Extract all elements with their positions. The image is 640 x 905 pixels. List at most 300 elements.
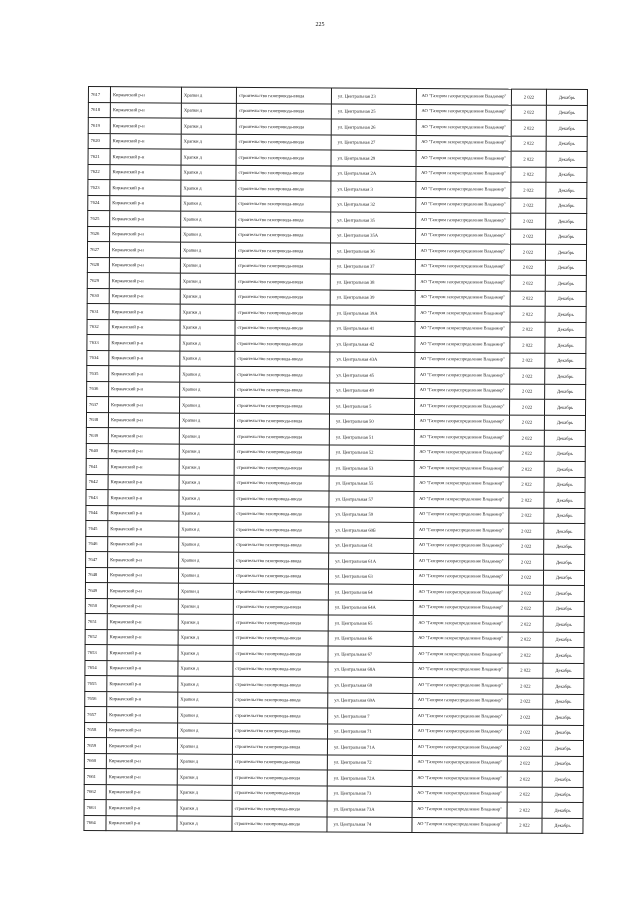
month-cell: Декабрь [544,508,585,524]
organization-cell: АО "Газпром газораспределение Владимир" [414,522,509,538]
year-cell: 2 022 [509,508,544,524]
village-cell: Храпки д [179,521,234,537]
row-number: 7647 [86,551,108,567]
village-cell: Храпки д [181,149,236,165]
year-cell: 2 022 [511,167,546,183]
month-cell: Декабрь [543,616,584,632]
district-cell: Киржачский р-н [110,195,181,211]
row-number: 7648 [85,567,107,583]
gas-connection-table [83,86,588,834]
address-cell: ул. Центральная 25 [331,103,416,119]
work-type-cell: строительство газопровода-ввода [234,413,329,429]
month-cell: Декабрь [542,787,583,803]
month-cell: Декабрь [542,802,583,818]
address-cell: ул. Центральная 68А [328,661,413,677]
address-cell: ул. Центральная 43А [330,351,415,367]
row-number: 7638 [86,412,108,428]
address-cell: ул. Центральная 29 [331,150,416,166]
address-cell: ул. Центральная 35А [331,227,416,243]
organization-cell: АО "Газпром газораспределение Владимир" [413,708,508,724]
village-cell: Храпки д [181,227,236,243]
address-cell: ул. Центральная 45 [330,367,415,383]
month-cell: Декабрь [544,430,585,446]
village-cell: Храпки д [177,816,232,832]
address-cell: ул. Центральная 26 [331,119,416,135]
work-type-cell: строительство газопровода-ввода [233,599,328,615]
organization-cell: АО "Газпром газораспределение Владимир" [414,445,509,461]
month-cell: Декабрь [546,120,587,136]
village-cell: Храпки д [178,583,233,599]
row-number: 7663 [84,799,106,815]
month-cell: Декабрь [543,694,584,710]
row-number: 7654 [85,660,107,676]
organization-cell: АО "Газпром газораспределение Владимир" [414,430,509,446]
year-cell: 2 022 [508,663,543,679]
village-cell: Храпки д [178,599,233,615]
district-cell: Киржачский р-н [107,707,178,723]
work-type-cell: строительство газопровода-ввода [235,242,330,258]
year-cell: 2 022 [508,725,543,741]
year-cell: 2 022 [511,105,546,121]
district-cell: Киржачский р-н [109,381,180,397]
village-cell: Храпки д [179,444,234,460]
village-cell: Храпки д [178,661,233,677]
year-cell: 2 022 [507,756,542,772]
year-cell: 2 022 [507,787,542,803]
address-cell: ул. Центральная 71 [328,723,413,739]
district-cell: Киржачский р-н [109,397,180,413]
month-cell: Декабрь [543,663,584,679]
organization-cell: АО "Газпром газораспределение Владимир" [416,166,511,182]
work-type-cell: строительство газопровода-ввода [236,227,331,243]
row-number: 7642 [86,474,108,490]
district-cell: Киржачский р-н [109,242,180,258]
village-cell: Храпки д [180,382,235,398]
organization-cell: АО "Газпром газораспределение Владимир" [416,228,511,244]
address-cell: ул. Центральная 3 [331,181,416,197]
address-cell: ул. Центральная 55 [329,475,414,491]
district-cell: Киржачский р-н [107,676,178,692]
year-cell: 2 022 [508,694,543,710]
row-number: 7651 [85,613,107,629]
address-cell: ул. Центральная 38 [330,274,415,290]
work-type-cell: строительство газопровода-ввода [233,707,328,723]
address-cell: ул. Центральная 36 [330,243,415,259]
village-cell: Храпки д [181,211,236,227]
organization-cell: АО "Газпром газораспределение Владимир" [412,770,507,786]
year-cell: 2 022 [508,678,543,694]
organization-cell: АО "Газпром газораспределение Владимир" [415,290,510,306]
month-cell: Декабрь [545,353,586,369]
month-cell: Декабрь [544,523,585,539]
district-cell: Киржачский р-н [107,645,178,661]
work-type-cell: строительство газопровода-ввода [235,273,330,289]
address-cell: ул. Центральная 7 [328,708,413,724]
village-cell: Храпки д [180,289,235,305]
district-cell: Киржачский р-н [110,118,181,134]
address-cell: ул. Центральная 72 [327,754,412,770]
work-type-cell: строительство газопровода-ввода [235,320,330,336]
year-cell: 2 022 [509,446,544,462]
village-cell: Храпки д [181,165,236,181]
year-cell: 2 022 [511,198,546,214]
district-cell: Киржачский р-н [110,164,181,180]
work-type-cell: строительство газопровода-ввода [234,537,329,553]
address-cell: ул. Центральная 41 [330,320,415,336]
address-cell: ул. Центральная 49 [330,382,415,398]
village-cell: Храпки д [178,568,233,584]
row-number: 7620 [88,133,110,149]
work-type-cell: строительство газопровода-ввода [232,800,327,816]
work-type-cell: строительство газопровода-ввода [236,180,331,196]
month-cell: Декабрь [546,105,587,121]
organization-cell: АО "Газпром газораспределение Владимир" [415,337,510,353]
village-cell: Храпки д [179,506,234,522]
work-type-cell: строительство газопровода-ввода [233,568,328,584]
month-cell: Декабрь [544,461,585,477]
district-cell: Киржачский р-н [109,304,180,320]
village-cell: Храпки д [180,242,235,258]
village-cell: Храпки д [177,754,232,770]
work-type-cell: строительство газопровода-ввода [232,785,327,801]
work-type-cell: строительство газопровода-ввода [232,816,327,832]
village-cell: Храпки д [181,134,236,150]
address-cell: ул. Центральная 69 [328,677,413,693]
organization-cell: АО "Газпром газораспределение Владимир" [412,801,507,817]
row-number: 7636 [87,381,109,397]
address-cell: ул. Центральная 51 [329,429,414,445]
month-cell: Декабрь [545,322,586,338]
month-cell: Декабрь [544,539,585,555]
work-type-cell: строительство газопровода-ввода [236,87,331,103]
row-number: 7657 [85,706,107,722]
work-type-cell: строительство газопровода-ввода [235,335,330,351]
address-cell: ул. Центральная 73А [327,801,412,817]
year-cell: 2 022 [509,430,544,446]
row-number: 7641 [86,458,108,474]
work-type-cell: строительство газопровода-ввода [234,521,329,537]
district-cell: Киржачский р-н [107,567,178,583]
organization-cell: АО "Газпром газораспределение Владимир" [412,739,507,755]
organization-cell: АО "Газпром газораспределение Владимир" [416,197,511,213]
row-number: 7635 [87,365,109,381]
village-cell: Храпки д [179,413,234,429]
year-cell: 2 022 [509,539,544,555]
village-cell: Храпки д [181,180,236,196]
district-cell: Киржачский р-н [107,629,178,645]
organization-cell: АО "Газпром газораспределение Владимир" [413,631,508,647]
row-number: 7627 [87,242,109,258]
district-cell: Киржачский р-н [106,753,177,769]
village-cell: Храпки д [180,397,235,413]
year-cell: 2 022 [510,368,545,384]
address-cell: ул. Центральная 2А [331,165,416,181]
village-cell: Храпки д [177,769,232,785]
year-cell: 2 022 [510,353,545,369]
year-cell: 2 022 [510,291,545,307]
organization-cell: АО "Газпром газораспределение Владимир" [413,724,508,740]
district-cell: Киржачский р-н [110,226,181,242]
district-cell: Киржачский р-н [110,149,181,165]
district-cell: Киржачский р-н [107,614,178,630]
district-cell: Киржачский р-н [110,133,181,149]
work-type-cell: строительство газопровода-ввода [233,676,328,692]
month-cell: Декабрь [545,399,586,415]
village-cell: Храпки д [180,258,235,274]
district-cell: Киржачский р-н [109,350,180,366]
work-type-cell: строительство газопровода-ввода [234,428,329,444]
month-cell: Декабрь [542,818,583,834]
village-cell: Храпки д [177,800,232,816]
row-number: 7660 [84,753,106,769]
village-cell: Храпки д [181,103,236,119]
year-cell: 2 022 [508,709,543,725]
organization-cell: АО "Газпром газораспределение Владимир" [415,383,510,399]
row-number: 7624 [88,195,110,211]
month-cell: Декабрь [543,601,584,617]
work-type-cell: строительство газопровода-ввода [233,661,328,677]
work-type-cell: строительство газопровода-ввода [235,258,330,274]
year-cell: 2 022 [507,818,542,834]
year-cell: 2 022 [509,415,544,431]
year-cell: 2 022 [509,477,544,493]
work-type-cell: строительство газопровода-ввода [234,490,329,506]
district-cell: Киржачский р-н [106,800,177,816]
organization-cell: АО "Газпром газораспределение Владимир" [413,584,508,600]
work-type-cell: строительство газопровода-ввода [235,397,330,413]
month-cell: Декабрь [546,151,587,167]
year-cell: 2 022 [511,151,546,167]
district-cell: Киржачский р-н [108,521,179,537]
table-body [84,87,588,834]
row-number: 7646 [86,536,108,552]
month-cell: Декабрь [546,182,587,198]
work-type-cell: строительство газопровода-ввода [233,583,328,599]
address-cell: ул. Центральная 27 [331,134,416,150]
district-cell: Киржачский р-н [109,288,180,304]
organization-cell: АО "Газпром газораспределение Владимир" [416,135,511,151]
row-number: 7661 [84,768,106,784]
work-type-cell: строительство газопровода-ввода [236,103,331,119]
village-cell: Храпки д [179,428,234,444]
work-type-cell: строительство газопровода-ввода [236,165,331,181]
work-type-cell: строительство газопровода-ввода [236,196,331,212]
work-type-cell: строительство газопровода-ввода [232,738,327,754]
village-cell: Храпки д [181,196,236,212]
address-cell: ул. Центральная 66 [328,630,413,646]
row-number: 7631 [87,303,109,319]
district-cell: Киржачский р-н [108,474,179,490]
row-number: 7650 [85,598,107,614]
village-cell: Храпки д [179,552,234,568]
organization-cell: АО "Газпром газораспределение Владимир" [413,662,508,678]
address-cell: ул. Центральная 74 [327,816,412,832]
year-cell: 2 022 [508,632,543,648]
district-cell: Киржачский р-н [108,490,179,506]
village-cell: Храпки д [177,785,232,801]
address-cell: ул. Центральная 65 [328,615,413,631]
organization-cell: АО "Газпром газораспределение Владимир" [414,553,509,569]
year-cell: 2 022 [510,244,545,260]
year-cell: 2 022 [507,740,542,756]
month-cell: Декабрь [545,291,586,307]
year-cell: 2 022 [510,399,545,415]
year-cell: 2 022 [508,601,543,617]
work-type-cell: строительство газопровода-ввода [235,382,330,398]
month-cell: Декабрь [545,306,586,322]
row-number: 7632 [87,319,109,335]
village-cell: Храпки д [178,645,233,661]
year-cell: 2 022 [509,523,544,539]
village-cell: Храпки д [180,351,235,367]
organization-cell: АО "Газпром газораспределение Владимир" [413,693,508,709]
address-cell: ул. Центральная 52 [329,444,414,460]
organization-cell: АО "Газпром газораспределение Владимир" [412,755,507,771]
month-cell: Декабрь [543,709,584,725]
work-type-cell: строительство газопровода-ввода [233,645,328,661]
row-number: 7625 [88,211,110,227]
organization-cell: АО "Газпром газораспределение Владимир" [414,491,509,507]
year-cell: 2 022 [508,570,543,586]
month-cell: Декабрь [544,446,585,462]
month-cell: Декабрь [545,275,586,291]
organization-cell: АО "Газпром газораспределение Владимир" [414,414,509,430]
organization-cell: АО "Газпром газораспределение Владимир" [414,538,509,554]
district-cell: Киржачский р-н [106,784,177,800]
year-cell: 2 022 [508,616,543,632]
row-number: 7617 [88,87,110,103]
organization-cell: АО "Газпром газораспределение Владимир" [415,275,510,291]
year-cell: 2 022 [510,337,545,353]
work-type-cell: строительство газопровода-ввода [234,506,329,522]
village-cell: Храпки д [179,475,234,491]
year-cell: 2 022 [511,136,546,152]
address-cell: ул. Центральная 23 [331,88,416,104]
district-cell: Киржачский р-н [106,769,177,785]
address-cell: ул. Центральная 64А [328,599,413,615]
month-cell: Декабрь [546,213,587,229]
work-type-cell: строительство газопровода-ввода [233,723,328,739]
organization-cell: АО "Газпром газораспределение Владимир" [414,507,509,523]
organization-cell: АО "Газпром газораспределение Владимир" [414,476,509,492]
row-number: 7652 [85,629,107,645]
work-type-cell: строительство газопровода-ввода [232,754,327,770]
address-cell: ул. Центральная 5 [330,398,415,414]
work-type-cell: строительство газопровода-ввода [234,444,329,460]
month-cell: Декабрь [546,229,587,245]
organization-cell: АО "Газпром газораспределение Владимир" [414,460,509,476]
work-type-cell: строительство газопровода-ввода [236,211,331,227]
district-cell: Киржачский р-н [108,443,179,459]
month-cell: Декабрь [545,368,586,384]
address-cell: ул. Центральная 39А [330,305,415,321]
organization-cell: АО "Газпром газораспределение Владимир" [416,151,511,167]
district-cell: Киржачский р-н [108,552,179,568]
year-cell: 2 022 [508,585,543,601]
organization-cell: АО "Газпром газораспределение Владимир" [415,259,510,275]
row-number: 7621 [88,149,110,165]
organization-cell: АО "Газпром газораспределение Владимир" [416,120,511,136]
village-cell: Храпки д [180,366,235,382]
row-number: 7658 [85,722,107,738]
address-cell: ул. Центральная 71А [327,739,412,755]
address-cell: ул. Центральная 53 [329,460,414,476]
organization-cell: АО "Газпром газораспределение Владимир" [413,600,508,616]
address-cell: ул. Центральная 67 [328,646,413,662]
year-cell: 2 022 [511,229,546,245]
row-number: 7649 [85,582,107,598]
table-row [84,815,583,834]
district-cell: Киржачский р-н [108,412,179,428]
row-number: 7633 [87,334,109,350]
work-type-cell: строительство газопровода-ввода [234,552,329,568]
month-cell: Декабрь [544,477,585,493]
village-cell: Храпки д [181,118,236,134]
year-cell: 2 022 [510,322,545,338]
address-cell: ул. Центральная 63 [328,568,413,584]
month-cell: Декабрь [546,167,587,183]
organization-cell: АО "Газпром газораспределение Владимир" [415,352,510,368]
address-cell: ул. Центральная 50 [329,413,414,429]
month-cell: Декабрь [542,756,583,772]
month-cell: Декабрь [543,570,584,586]
organization-cell: АО "Газпром газораспределение Владимир" [413,646,508,662]
month-cell: Декабрь [543,632,584,648]
village-cell: Храпки д [180,320,235,336]
row-number: 7653 [85,644,107,660]
district-cell: Киржачский р-н [107,583,178,599]
address-cell: ул. Центральная 61А [329,553,414,569]
district-cell: Киржачский р-н [110,102,181,118]
organization-cell: АО "Газпром газораспределение Владимир" [415,321,510,337]
organization-cell: АО "Газпром газораспределение Владимир" [412,786,507,802]
work-type-cell: строительство газопровода-ввода [235,289,330,305]
organization-cell: АО "Газпром газораспределение Владимир" [416,213,511,229]
row-number: 7643 [86,489,108,505]
row-number: 7644 [86,505,108,521]
district-cell: Киржачский р-н [106,738,177,754]
organization-cell: АО "Газпром газораспределение Владимир" [415,306,510,322]
work-type-cell: строительство газопровода-ввода [235,366,330,382]
row-number: 7639 [86,427,108,443]
year-cell: 2 022 [507,802,542,818]
organization-cell: АО "Газпром газораспределение Владимир" [416,182,511,198]
year-cell: 2 022 [510,384,545,400]
district-cell: Киржачский р-н [110,211,181,227]
organization-cell: АО "Газпром газораспределение Владимир" [415,244,510,260]
village-cell: Храпки д [179,490,234,506]
month-cell: Декабрь [542,771,583,787]
row-number: 7640 [86,443,108,459]
address-cell: ул. Центральная 60Б [329,522,414,538]
year-cell: 2 022 [509,554,544,570]
month-cell: Декабрь [546,198,587,214]
organization-cell: АО "Газпром газораспределение Владимир" [415,368,510,384]
month-cell: Декабрь [544,415,585,431]
district-cell: Киржачский р-н [109,366,180,382]
district-cell: Киржачский р-н [108,505,179,521]
row-number: 7659 [84,737,106,753]
row-number: 7662 [84,784,106,800]
year-cell: 2 022 [509,492,544,508]
year-cell: 2 022 [509,461,544,477]
address-cell: ул. Центральная 73 [327,785,412,801]
district-cell: Киржачский р-н [106,815,177,831]
year-cell: 2 022 [510,306,545,322]
row-number: 7656 [85,691,107,707]
work-type-cell: строительство газопровода-ввода [235,351,330,367]
page-number: 225 [315,22,325,28]
